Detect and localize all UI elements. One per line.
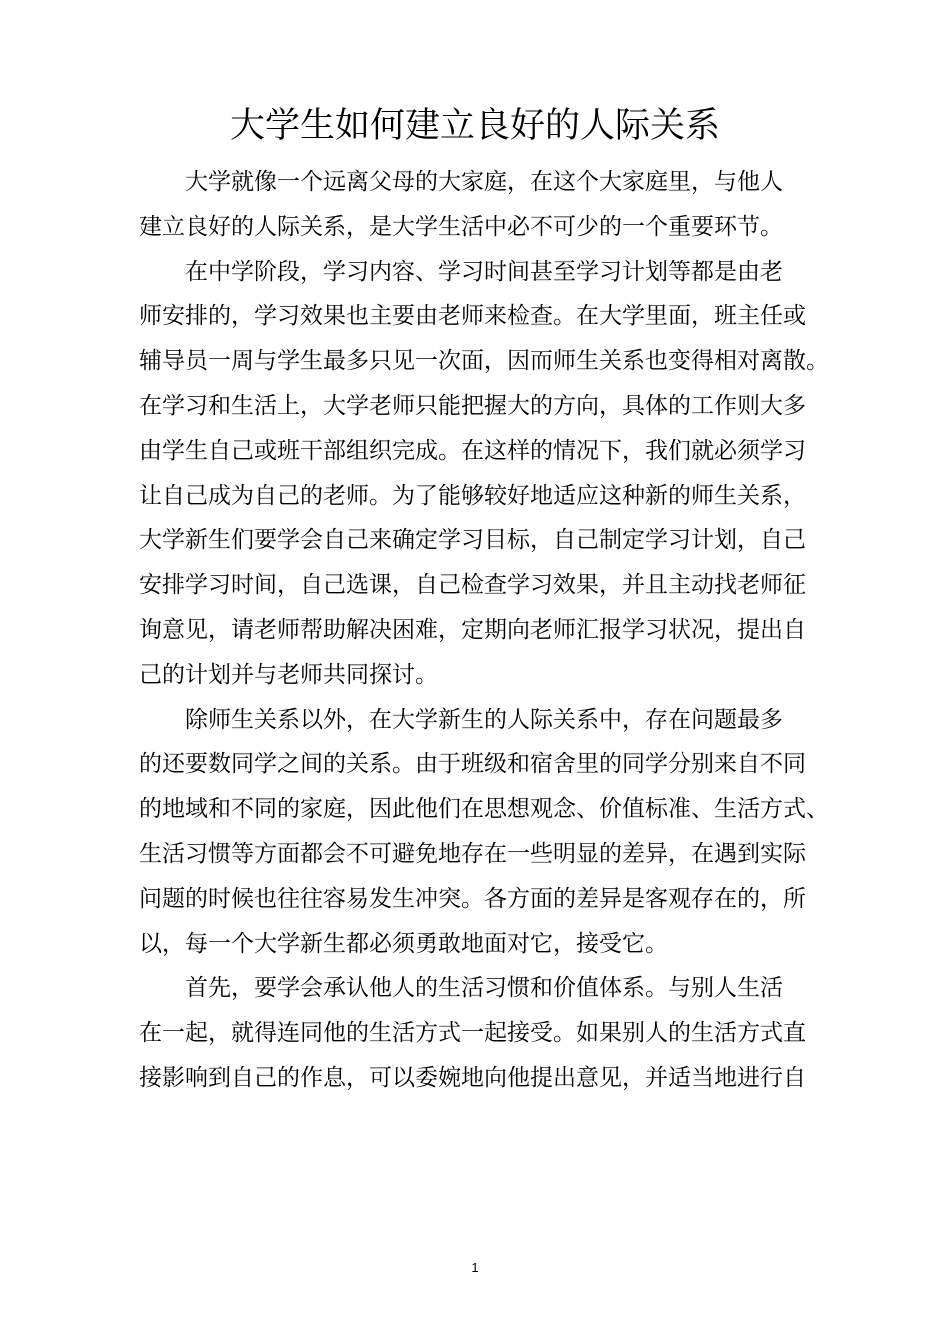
paragraph-3 (139, 698, 839, 967)
paragraph-2 (139, 250, 839, 698)
text-line: 询意见，请老师帮助解决困难，定期向老师汇报学习状况，提出自 (139, 616, 806, 643)
text-line: 的地域和不同的家庭，因此他们在思想观念、价值标准、生活方式、 (139, 796, 829, 823)
document-title: 大学生如何建立良好的人际关系 (229, 106, 720, 146)
text-line: 师安排的，学习效果也主要由老师来检查。在大学里面，班主任或 (139, 303, 806, 330)
text-line: 由学生自己或班干部组织完成。在这样的情况下，我们就必须学习 (139, 437, 806, 464)
text-line: 辅导员一周与学生最多只见一次面，因而师生关系也变得相对离散。 (139, 348, 829, 375)
text-line: 大学新生们要学会自己来确定学习目标，自己制定学习计划，自己 (139, 527, 806, 554)
paragraph-1 (139, 160, 839, 250)
text-line: 的还要数同学之间的关系。由于班级和宿舍里的同学分别来自不同 (139, 751, 806, 778)
text-line: 安排学习时间，自己选课，自己检查学习效果，并且主动找老师征 (139, 572, 806, 599)
text-line: 在学习和生活上，大学老师只能把握大的方向，具体的工作则大多 (139, 392, 806, 419)
text-line: 问题的时候也往往容易发生冲突。各方面的差异是客观存在的，所 (139, 885, 806, 912)
paragraph-4 (139, 966, 839, 1100)
text-line: 己的计划并与老师共同探讨。 (139, 661, 438, 688)
text-line: 接影响到自己的作息，可以委婉地向他提出意见，并适当地进行自 (139, 1064, 806, 1091)
document-body (139, 160, 839, 1101)
text-line: 除师生关系以外，在大学新生的人际关系中，存在问题最多 (185, 706, 783, 733)
text-line: 在中学阶段，学习内容、学习时间甚至学习计划等都是由老 (185, 258, 783, 285)
text-line: 生活习惯等方面都会不可避免地存在一些明显的差异，在遇到实际 (139, 840, 806, 867)
text-line: 以，每一个大学新生都必须勇敢地面对它，接受它。 (139, 930, 668, 957)
text-line: 建立良好的人际关系，是大学生活中必不可少的一个重要环节。 (139, 213, 783, 240)
text-line: 在一起，就得连同他的生活方式一起接受。如果别人的生活方式直 (139, 1020, 806, 1047)
text-line: 首先，要学会承认他人的生活习惯和价值体系。与别人生活 (185, 975, 783, 1002)
text-line: 大学就像一个远离父母的大家庭，在这个大家庭里，与他人 (185, 169, 783, 195)
text-line: 让自己成为自己的老师。为了能够较好地适应这种新的师生关系， (139, 482, 806, 509)
page-number: 1 (471, 1260, 479, 1275)
